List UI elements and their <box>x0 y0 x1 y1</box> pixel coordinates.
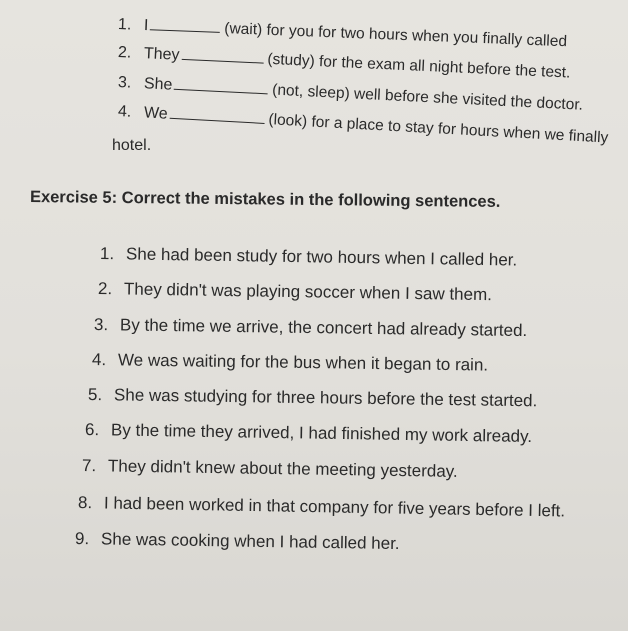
sentence-number: 7. <box>81 456 97 476</box>
item-prompt: (not, sleep) well before she visited the doctor. <box>271 81 584 114</box>
item-subject: She <box>143 75 173 94</box>
sentence-text: By the time they arrived, I had finished my work already. <box>110 420 533 447</box>
sentence-number: 4. <box>91 350 107 370</box>
sentence-text: By the time we arrive, the concert had already started. <box>119 315 528 341</box>
sentence-number: 2. <box>97 279 113 299</box>
sentence-text: I had been worked in that company for five years before I left. <box>103 493 566 521</box>
sentence-item <box>92 350 488 376</box>
item-number: 3. <box>117 74 132 92</box>
sentence-number: 1. <box>99 244 115 264</box>
sentence-number: 3. <box>93 315 109 335</box>
sentence-item <box>88 385 538 411</box>
item-number: 1. <box>117 16 132 34</box>
sentence-number: 6. <box>84 420 100 440</box>
sentence-text: She had been study for two hours when I called her. <box>125 244 518 270</box>
item-prompt: (wait) for you for two hours when you finally called <box>224 20 568 51</box>
sentence-number: 8. <box>77 493 93 513</box>
sentence-item <box>82 456 458 482</box>
sentence-item <box>94 315 528 341</box>
item-prompt: (study) for the exam all night before the test. <box>267 50 571 82</box>
item-subject: They <box>143 45 180 64</box>
sentence-item <box>100 244 518 271</box>
sentence-text: She was cooking when I had called her. <box>100 529 400 554</box>
item-number: 4. <box>117 103 132 121</box>
sentence-number: 5. <box>87 385 103 405</box>
sentence-text: They didn't knew about the meeting yesterday. <box>107 456 458 481</box>
sentence-item <box>85 420 532 447</box>
sentence-number: 9. <box>74 529 90 549</box>
sentence-item <box>98 279 492 305</box>
sentence-item <box>78 493 565 521</box>
sentence-text: They didn't was playing soccer when I saw them. <box>123 279 493 305</box>
item-prompt: (look) for a place to stay for hours when we finally <box>268 111 609 147</box>
sentence-text: She was studying for three hours before the test started. <box>113 385 538 411</box>
sentence-text: We was waiting for the bus when it began to rain. <box>117 350 489 375</box>
fill-in-continuation: hotel. <box>112 137 152 154</box>
exercise-5-title: Exercise 5: Correct the mistakes in the following sentences. <box>29 188 501 211</box>
item-subject: I <box>143 17 149 35</box>
sentence-item <box>75 529 400 554</box>
item-number: 2. <box>117 44 132 62</box>
item-subject: We <box>143 104 169 123</box>
